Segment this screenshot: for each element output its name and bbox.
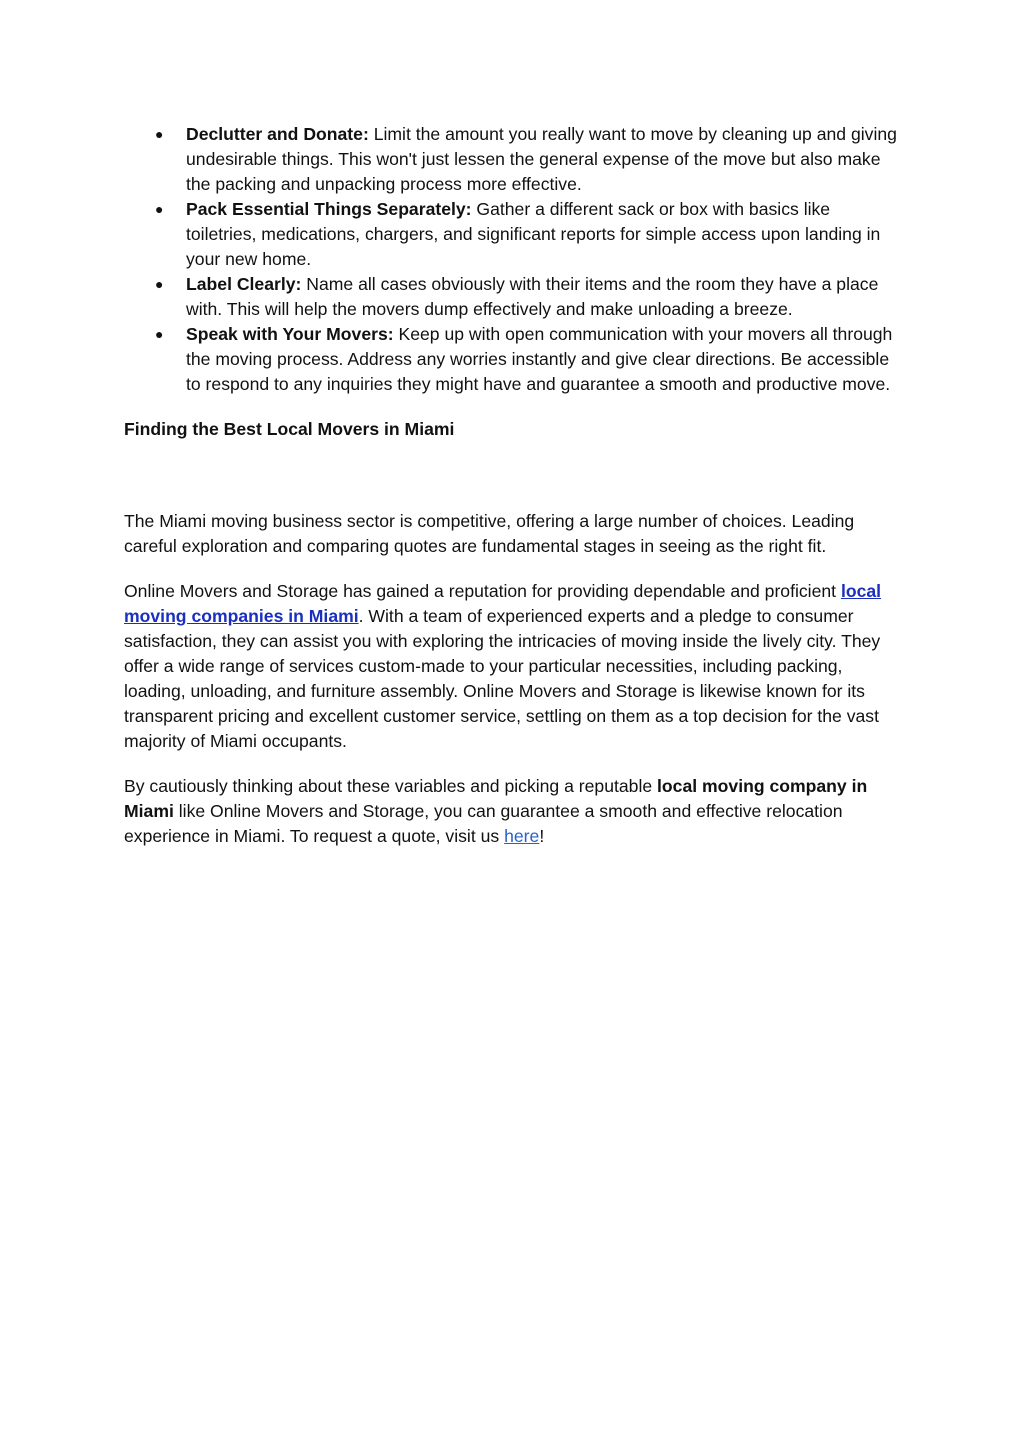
local-moving-companies-link[interactable]: local moving companies in Miami xyxy=(124,581,882,626)
document-page xyxy=(124,122,904,849)
paragraph-text: ! xyxy=(539,826,545,846)
list-item-text: Name all cases obviously with their items and the room they have a place with. This will help the movers dump effectively and make unloading a breeze. xyxy=(186,274,879,319)
bold-keyword: local moving company in Miami xyxy=(124,776,868,821)
list-item xyxy=(124,122,904,197)
list-item xyxy=(124,197,904,272)
list-item-text: Gather a different sack or box with basics like toiletries, medications, chargers, and significant reports for simple access upon landing in your new home. xyxy=(186,199,881,269)
list-item-title: Label Clearly: xyxy=(186,274,302,294)
paragraph-text: Online Movers and Storage has gained a reputation for providing dependable and proficient xyxy=(124,581,841,601)
paragraph-text: like Online Movers and Storage, you can guarantee a smooth and effective relocation experience in Miami. To request a quote, visit us xyxy=(124,801,843,846)
list-item-title: Pack Essential Things Separately: xyxy=(186,199,472,219)
section-heading: Finding the Best Local Movers in Miami xyxy=(124,419,455,439)
paragraph-conclusion xyxy=(124,774,904,849)
list-item-text: Keep up with open communication with your movers all through the moving process. Address any worries instantly and give clear directions. Be accessible to respond to any inquiries they might have and guarantee a smooth and productive move. xyxy=(186,324,893,394)
bullet-icon: ● xyxy=(155,276,164,292)
tips-list xyxy=(124,122,904,397)
bullet-icon: ● xyxy=(155,201,164,217)
list-item xyxy=(124,272,904,322)
paragraph-text: By cautiously thinking about these variables and picking a reputable xyxy=(124,776,658,796)
bullet-icon: ● xyxy=(155,126,164,142)
bullet-icon: ● xyxy=(155,326,164,342)
list-item-text: Limit the amount you really want to move by cleaning up and giving undesirable things. This won't just lessen the general expense of the move but also make the packing and unpacking process more effective. xyxy=(186,124,897,194)
paragraph-intro: The Miami moving business sector is competitive, offering a large number of choices. Leading careful exploration and comparing quotes are fundamental stages in seeing as the right fit. xyxy=(124,511,855,556)
list-item-title: Declutter and Donate: xyxy=(186,124,369,144)
paragraph-text: . With a team of experienced experts and a pledge to consumer satisfaction, they can assist you with exploring the intricacies of moving inside the lively city. They offer a wide range of services custom-made to your particular necessities, including packing, loading, unloading, and furniture assembly. Online Movers and Storage is likewise known for its transparent pricing and excellent customer service, settling on them as a top decision for the vast majority of Miami occupants. xyxy=(124,606,881,751)
request-quote-link[interactable]: here xyxy=(504,826,540,846)
list-item-title: Speak with Your Movers: xyxy=(186,324,394,344)
paragraph-company xyxy=(124,579,904,754)
list-item xyxy=(124,322,904,397)
